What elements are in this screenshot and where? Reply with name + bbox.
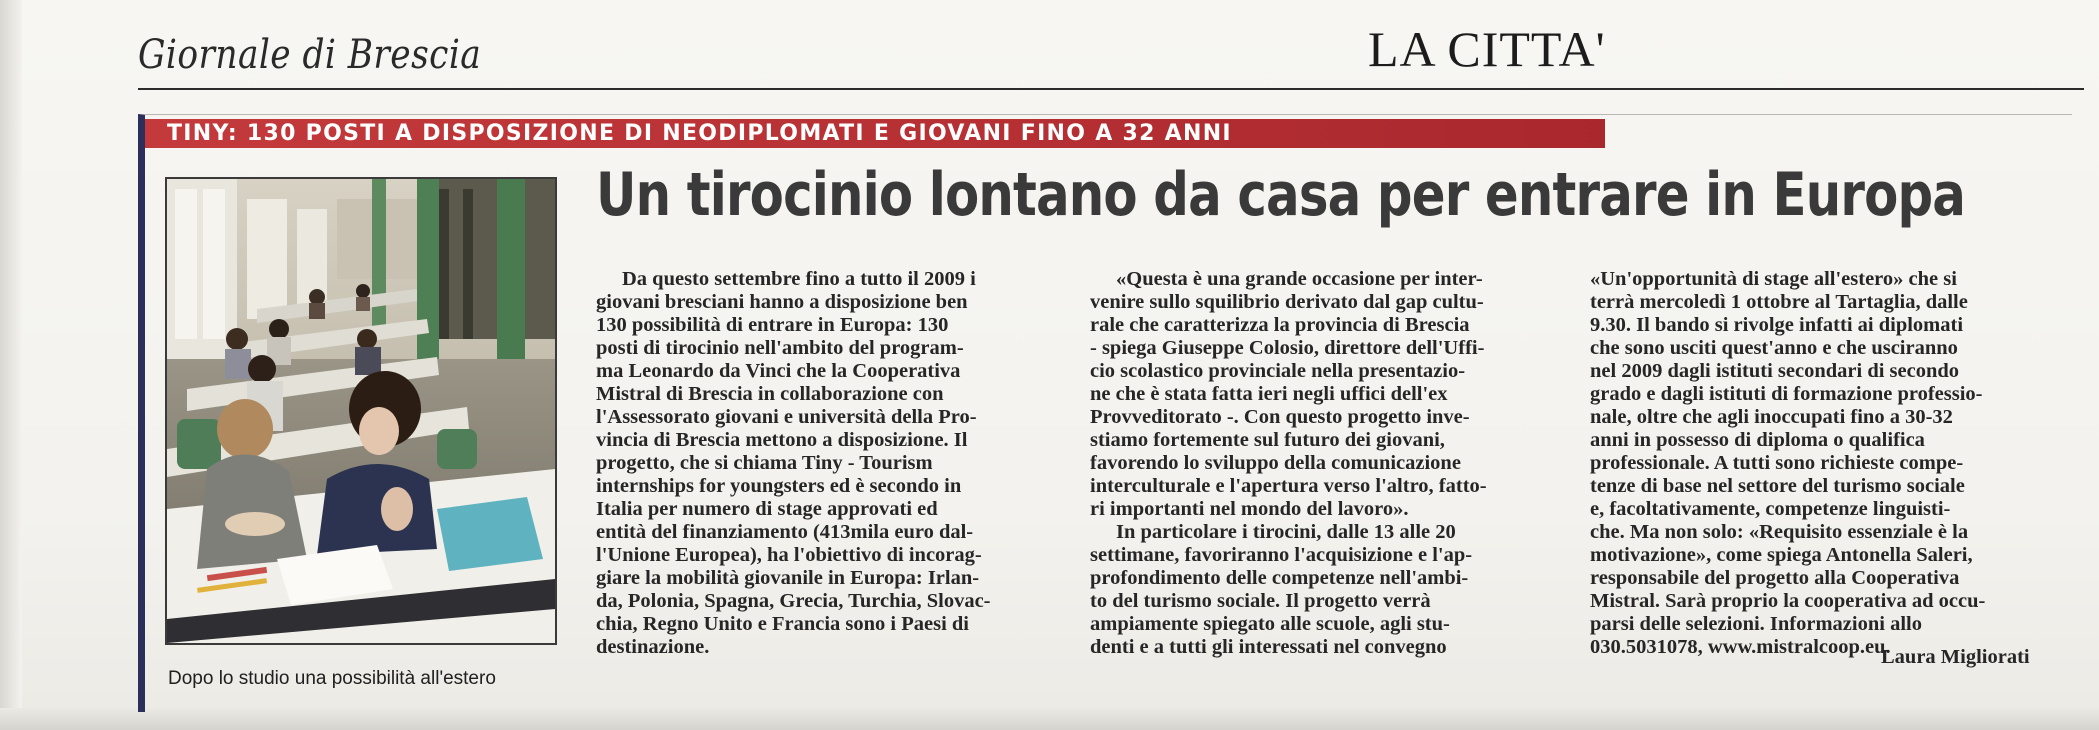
text-line: Italia per numero di stage approvati ed [596,498,938,520]
text-line: stiamo fortemente sul futuro dei giovani, [1090,429,1445,451]
text-line: rale che caratterizza la provincia di Brescia [1090,314,1470,336]
text-line: progetto, che si chiama Tiny - Tourism [596,452,933,474]
text-line: vincia di Brescia mettono a disposizione. Il [596,429,968,451]
text-line: Mistral di Brescia in collaborazione con [596,383,944,405]
study-hall-photo [167,179,555,643]
text-line: Da questo settembre fino a tutto il 2009 i [622,268,976,290]
photo-caption: Dopo lo studio una possibilità all'estero [168,668,496,689]
text-line: nale, oltre che agli inoccupati fino a 30-32 [1590,406,1953,428]
text-line: Provveditorato -. Con questo progetto inve- [1090,406,1470,428]
masthead-divider [138,88,2084,90]
section-title: LA CITTA' [1368,21,1606,77]
text-line: «Questa è una grande occasione per inter- [1116,268,1483,290]
text-line: motivazione», come spiega Antonella Saleri, [1590,544,1973,566]
text-line: anni in possesso di diploma o qualifica [1590,429,1925,451]
text-line: - spiega Giuseppe Colosio, direttore dell'Uffi- [1090,337,1485,359]
newspaper-name: Giornale di Brescia [138,32,482,78]
article-column-2 [1090,268,1560,659]
text-line: Mistral. Sarà proprio la cooperativa ad occu- [1590,590,1986,612]
text-line: l'Assessorato giovani e università della Pro- [596,406,977,428]
text-line: grado e dagli istituti di formazione professio- [1590,383,1983,405]
text-line: settimane, favoriranno l'acquisizione e l'ap- [1090,544,1473,566]
text-line: da, Polonia, Spagna, Grecia, Turchia, Slovac- [596,590,991,612]
text-line: giovani bresciani hanno a disposizione ben [596,291,968,313]
text-line: responsabile del progetto alla Cooperativa [1590,567,1960,589]
text-line: 130 possibilità di entrare in Europa: 130 [596,314,949,336]
text-line: ma Leonardo da Vinci che la Cooperativa [596,360,961,382]
paper-edge-shadow [0,0,22,730]
text-line: denti e a tutti gli interessati nel convegno [1090,636,1447,658]
text-line: l'Unione Europea), ha l'obiettivo di incorag- [596,544,982,566]
article-column-1 [596,268,1068,659]
text-line: destinazione. [596,636,710,658]
article-headline: Un tirocinio lontano da casa per entrare in Europa [596,160,1966,230]
text-line: to del turismo sociale. Il progetto verrà [1090,590,1431,612]
text-line: nel 2009 dagli istituti secondari di secondo [1590,360,1960,382]
text-line: e, facoltativamente, competenze linguisti- [1590,498,1951,520]
text-line: ampiamente spiegato alle scuole, agli stu- [1090,613,1450,635]
text-line: profondimento delle competenze nell'ambi- [1090,567,1469,589]
text-line: professionale. A tutti sono richieste compe- [1590,452,1964,474]
text-line: che. Ma non solo: «Requisito essenziale è la [1590,521,1969,543]
text-line: 9.30. Il bando si rivolge infatti ai diplomati [1590,314,1964,336]
text-line: entità del finanziamento (413mila euro dal- [596,521,974,543]
text-line: interculturale e l'apertura verso l'altro, fatto- [1090,475,1487,497]
text-line: favorendo lo sviluppo della comunicazione [1090,452,1461,474]
text-line: tenze di base nel settore del turismo sociale [1590,475,1965,497]
text-line: ri importanti nel mondo del lavoro». [1090,498,1409,520]
text-line: internships for youngsters ed è secondo in [596,475,962,497]
text-line: terrà mercoledì 1 ottobre al Tartaglia, dalle [1590,291,1968,313]
text-line: cio scolastico provinciale nella presentazio- [1090,360,1466,382]
text-line: chia, Regno Unito e Francia sono i Paesi di [596,613,969,635]
article-column-3 [1590,268,2064,659]
text-line: «Un'opportunità di stage all'estero» che si [1590,268,1957,290]
text-line: 030.5031078, www.mistralcoop.eu. [1590,636,1891,658]
text-line: che sono usciti quest'anno e che usciranno [1590,337,1958,359]
article-photo [165,177,557,645]
text-line: posti di tirocinio nell'ambito del program- [596,337,964,359]
article-kicker: TINY: 130 POSTI A DISPOSIZIONE DI NEODIPLOMATI E GIOVANI FINO A 32 ANNI [145,119,1605,148]
article-byline: Laura Migliorati [1881,646,2030,668]
text-line: ne che è stata fatta ieri negli uffici dell'ex [1090,383,1448,405]
text-line: In particolare i tirocini, dalle 13 alle 20 [1116,521,1456,543]
text-line: venire sullo squilibrio derivato dal gap cultu- [1090,291,1484,313]
text-line: parsi delle selezioni. Informazioni allo [1590,613,1922,635]
text-line: giare la mobilità giovanile in Europa: Irlan- [596,567,980,589]
